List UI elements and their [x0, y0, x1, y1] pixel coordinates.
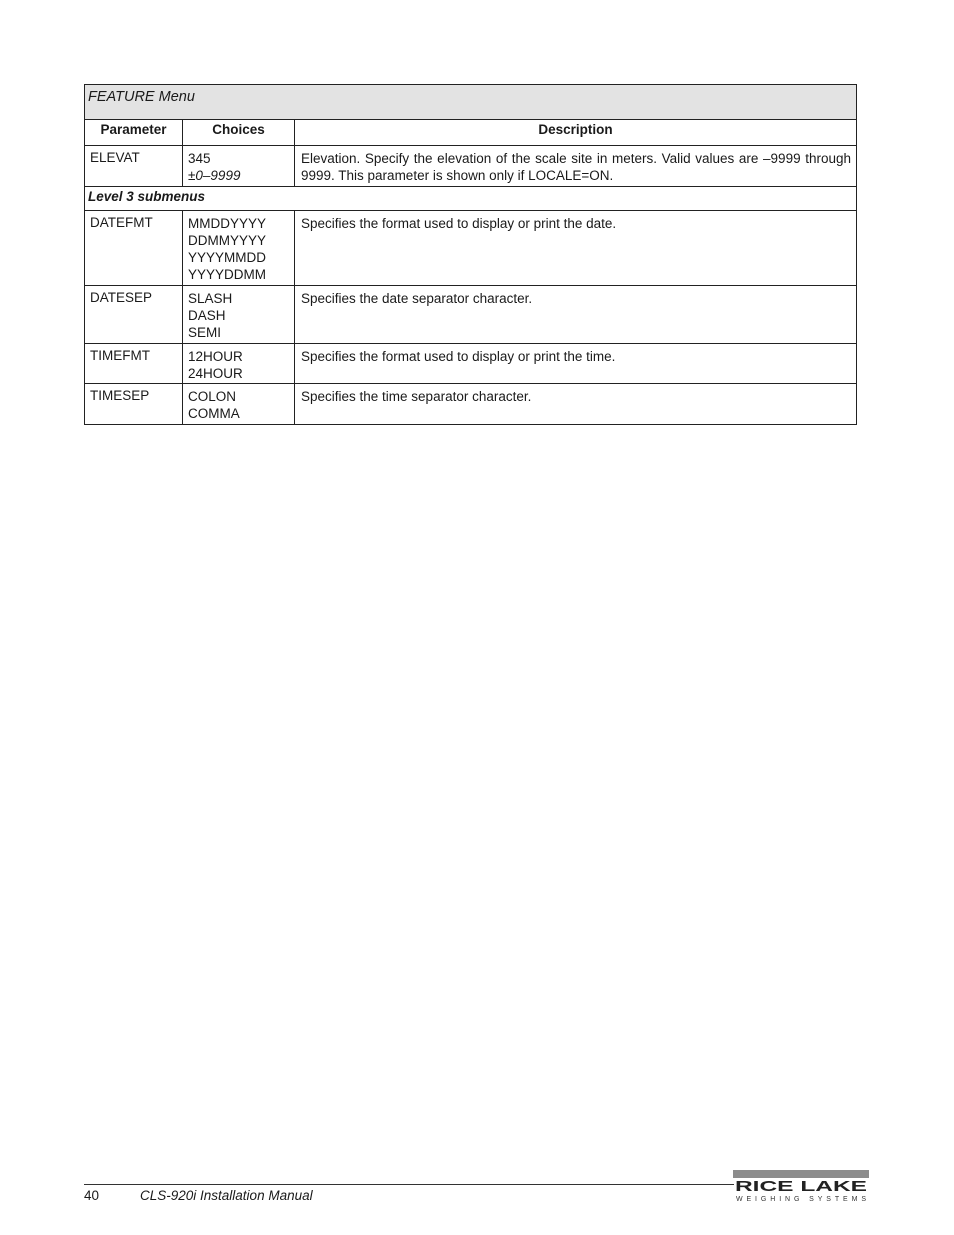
description-cell: Specifies the format used to display or print the date.	[295, 211, 857, 286]
column-header-choices: Choices	[183, 120, 295, 146]
table-row	[85, 384, 857, 425]
document-title: CLS-920i Installation Manual	[140, 1188, 313, 1203]
description-cell: Elevation. Specify the elevation of the scale site in meters. Valid values are –9999 through 9999. This parameter is shown only if LOCALE=ON.	[295, 146, 857, 187]
parameter-cell: TIMESEP	[85, 384, 183, 425]
logo-subtext: WEIGHING SYSTEMS	[736, 1196, 866, 1203]
column-header-parameter: Parameter	[85, 120, 183, 146]
description-cell: Specifies the format used to display or print the time.	[295, 344, 857, 384]
parameter-cell: ELEVAT	[85, 146, 183, 187]
choice-value: DASH	[188, 308, 226, 323]
parameter-cell: DATEFMT	[85, 211, 183, 286]
column-header-description: Description	[295, 120, 857, 146]
logo-wordmark: RICE LAKE	[735, 1178, 867, 1195]
choices-cell	[183, 146, 295, 187]
page-number: 40	[84, 1188, 100, 1203]
description-cell: Specifies the date separator character.	[295, 286, 857, 344]
table-row	[85, 211, 857, 286]
choices-cell	[183, 344, 295, 384]
choice-value: SLASH	[188, 291, 233, 306]
choice-value: MMDDYYYY	[188, 216, 267, 231]
choices-cell	[183, 211, 295, 286]
feature-menu-table	[84, 84, 857, 425]
submenu-heading: Level 3 submenus	[85, 187, 857, 211]
table-row	[85, 286, 857, 344]
choice-value: YYYYDDMM	[188, 267, 267, 282]
choice-value: SEMI	[188, 325, 222, 340]
choice-value: DDMMYYYY	[188, 233, 267, 248]
choice-value: YYYYMMDD	[188, 250, 267, 265]
table-row	[85, 344, 857, 384]
choice-value: 24HOUR	[188, 366, 243, 381]
choices-cell	[183, 286, 295, 344]
choice-value: ±0–9999	[188, 168, 241, 183]
parameter-cell: TIMEFMT	[85, 344, 183, 384]
rice-lake-logo	[733, 1170, 869, 1206]
choice-value: COMMA	[188, 406, 240, 421]
choice-value: 345	[188, 151, 211, 166]
table-title: FEATURE Menu	[85, 85, 857, 120]
footer-divider	[84, 1184, 734, 1185]
choice-value: COLON	[188, 389, 237, 404]
parameter-cell: DATESEP	[85, 286, 183, 344]
table-row	[85, 146, 857, 187]
choice-value: 12HOUR	[188, 349, 243, 364]
description-cell: Specifies the time separator character.	[295, 384, 857, 425]
choices-cell	[183, 384, 295, 425]
